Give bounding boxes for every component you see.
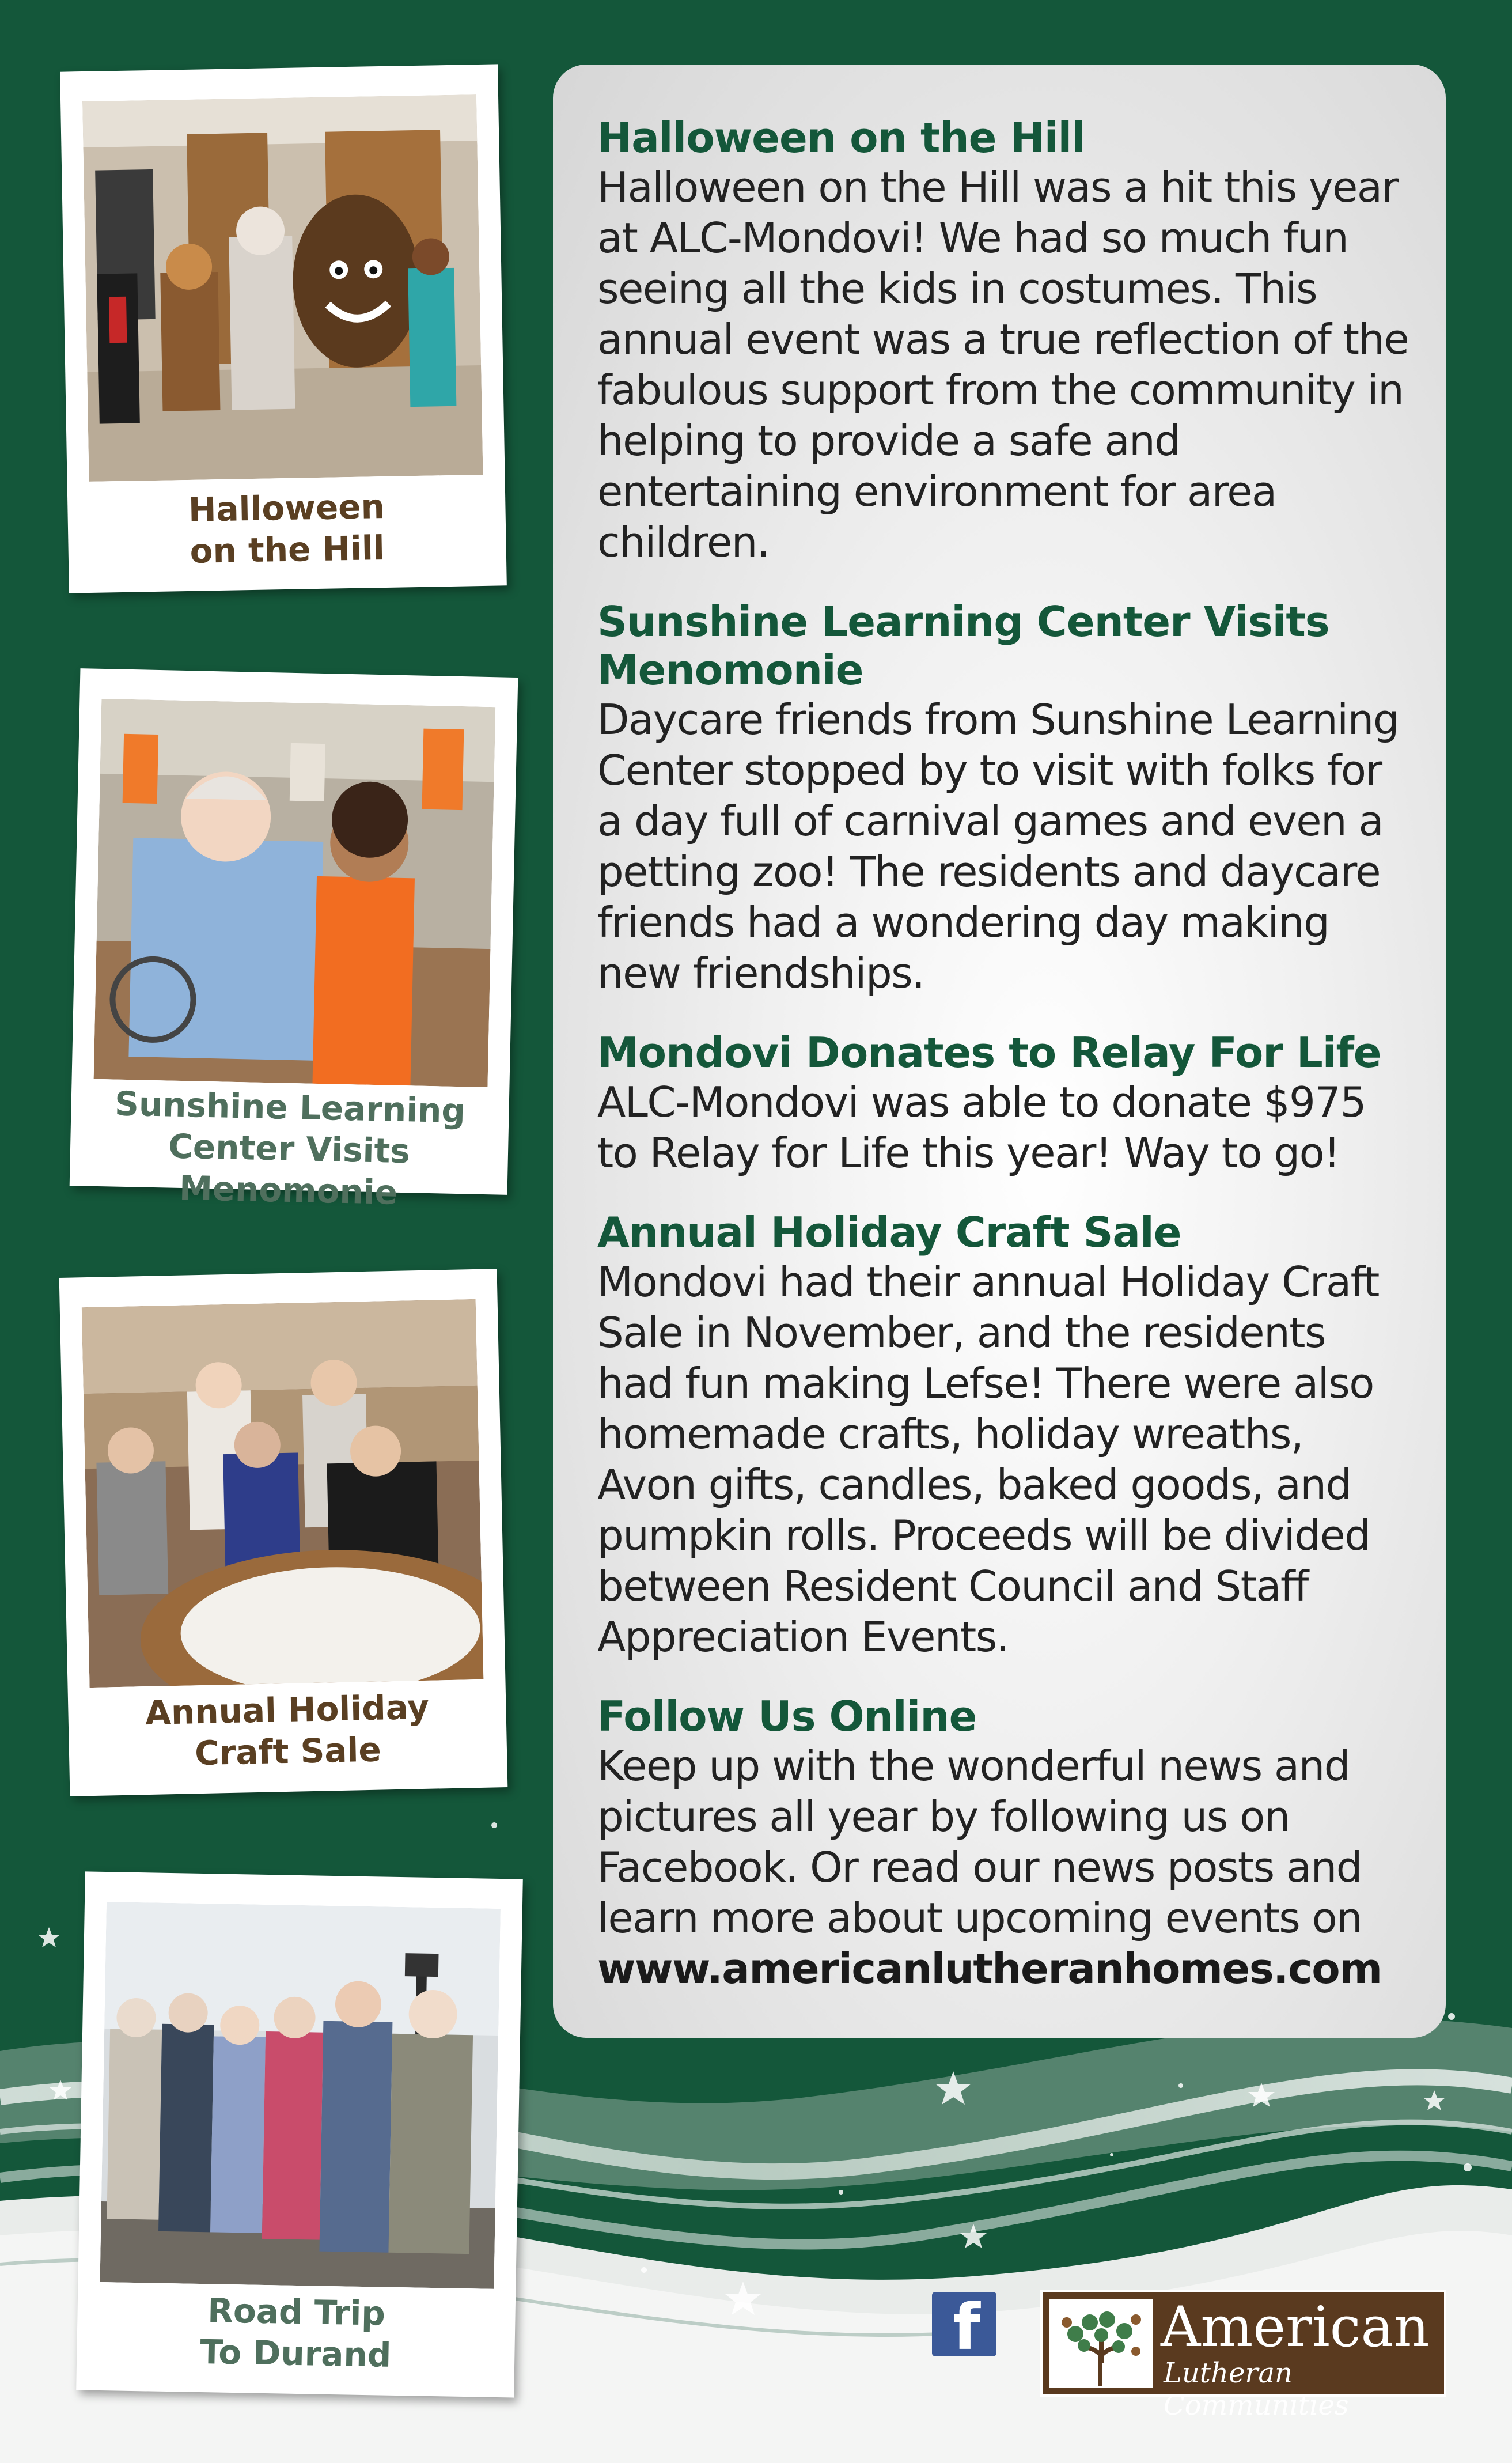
section-body: ALC-Mondovi was able to donate $975 to Relay for Life this year! Way to go!: [597, 1078, 1366, 1177]
logo-line2: Lutheran Communities: [1164, 2357, 1349, 2422]
facebook-glyph: f: [953, 2290, 980, 2364]
website-link[interactable]: www.americanlutheranhomes.com: [597, 1944, 1382, 1993]
photo-caption: Road Trip To Durand: [199, 2291, 392, 2375]
section-follow: [597, 1692, 1411, 1994]
section-title: Mondovi Donates to Relay For Life: [597, 1028, 1381, 1077]
photo-caption: Halloween on the Hill: [188, 486, 385, 571]
section-body: Halloween on the Hill was a hit this year at ALC-Mondovi! We had so much fun seeing all the kids in costumes. This annual event was a true reflection of the fabulous support from the community in helping to provide a safe and entertaining environment for area children.: [597, 163, 1409, 566]
photo-card-sunshine: [70, 668, 518, 1212]
road-trip-photo: [100, 1902, 500, 2289]
section-craft-sale: [597, 1208, 1411, 1662]
company-logo: [1040, 2290, 1446, 2422]
section-title: Halloween on the Hill: [597, 113, 1085, 162]
facebook-icon[interactable]: [932, 2290, 996, 2364]
section-title: Sunshine Learning Center Visits Menomonie: [597, 597, 1329, 694]
logo-line1: American: [1161, 2295, 1430, 2359]
article-panel: [553, 65, 1446, 2038]
section-title: Follow Us Online: [597, 1692, 977, 1741]
section-body: [597, 1741, 1411, 1994]
halloween-photo: [82, 94, 483, 482]
photo-caption: Annual Holiday Craft Sale: [145, 1687, 430, 1773]
section-relay: [597, 1028, 1411, 1178]
section-body: Daycare friends from Sunshine Learning Center stopped by to visit with folks for a day full of carnival games and even a petting zoo! The residents and daycare friends had a wondering day making new friendships.: [597, 695, 1399, 997]
section-body: Mondovi had their annual Holiday Craft Sale in November, and the residents had fun making Lefse! There were also homemade crafts, holiday wreaths, Avon gifts, candles, baked goods, and pumpkin rolls. Proceeds will be divided between Resident Council and Staff Appreciation Events.: [597, 1258, 1379, 1661]
section-title: Annual Holiday Craft Sale: [597, 1208, 1181, 1257]
photo-card-halloween: [60, 64, 507, 593]
section-halloween: [597, 113, 1411, 567]
photo-card-craft-sale: [59, 1269, 508, 1796]
section-body-text: Keep up with the wonderful news and pictures all year by following us on Facebook. Or read our news posts and learn more about upcoming events on: [597, 1742, 1362, 1942]
tree-icon: [1049, 2299, 1153, 2388]
photo-card-road-trip: [76, 1871, 523, 2397]
sunshine-photo: [94, 699, 496, 1087]
section-sunshine: [597, 597, 1411, 998]
craft-sale-photo: [82, 1299, 484, 1688]
photo-caption: Sunshine Learning Center Visits Menomonie: [114, 1084, 466, 1212]
